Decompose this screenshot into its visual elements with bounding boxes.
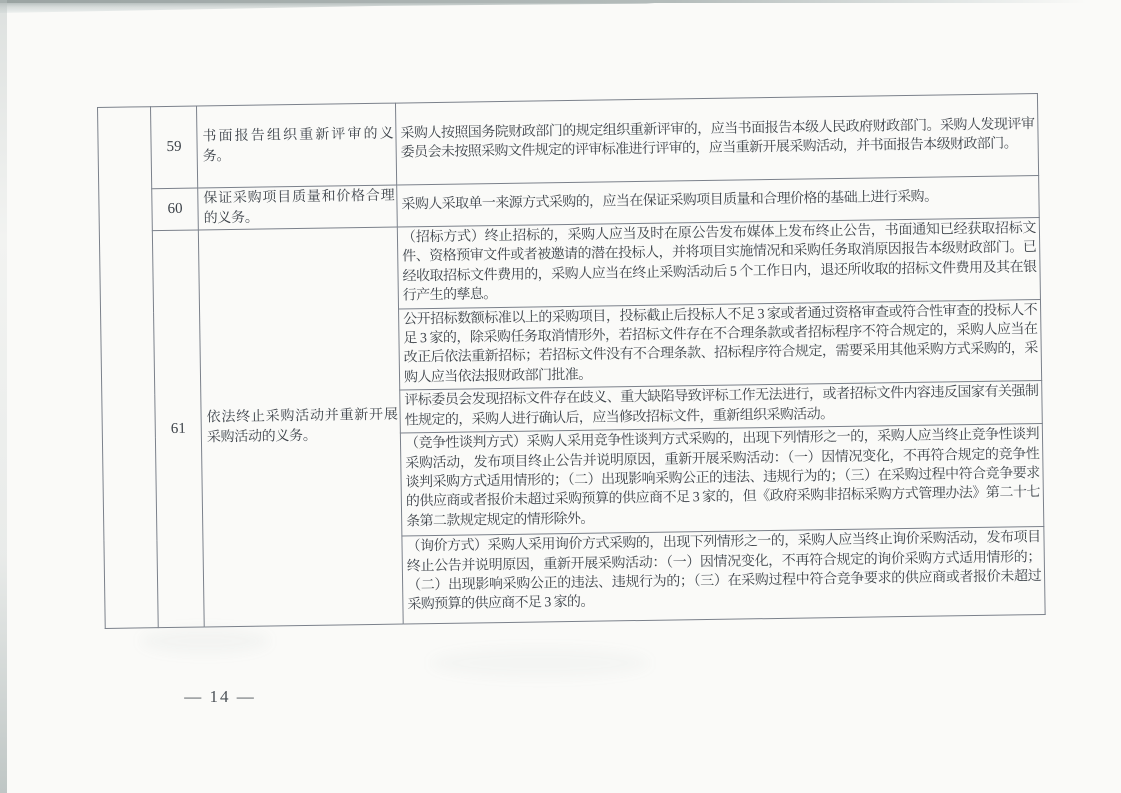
row-number: 61	[152, 230, 204, 628]
row-number: 59	[151, 106, 198, 189]
scan-edge-left	[0, 0, 7, 793]
scanned-sheet	[97, 93, 1045, 629]
provision-cell: 公开招标数额标准以上的采购项目，投标截止后投标人不足 3 家或者通过资格审查或符合性审查的投标人不足 3 家的，除采购任务取消情形外，若招标文件存在不合理条款或者招标程序不符合规定的，采购人应当在改正后依法重新招标；若招标文件没有不合理条款、招标程序符合规定，需要采用其他采购方式采购的，采购人应当依法报财政部门批准。	[399, 299, 1042, 390]
provision-cell: 评标委员会发现招标文件存在歧义、重大缺陷导致评标工作无法进行，或者招标文件内容违反国家有关强制性规定的，采购人进行确认后，应当修改招标文件，重新组织采购活动。	[400, 381, 1043, 434]
obligation-cell: 依法终止采购活动并重新开展采购活动的义务。	[198, 227, 403, 627]
obligations-table	[97, 93, 1046, 629]
provision-cell: 采购人采取单一来源方式采购的，应当在保证采购项目质量和合理价格的基础上进行采购。	[397, 176, 1040, 228]
table-row	[99, 218, 1040, 314]
provision-cell: （询价方式）采购人采用询价方式采购的，出现下列情形之一的，采购人应当终止询价采购活动，发布项目终止公告并说明原因，重新开展采购活动：（一）因情况变化，不再符合规定的询价采购方式适用情形的；（二）出现影响采购公正的违法、违规行为的；（三）在采购过程中符合竞争要求的供应商或者报价未超过采购预算的供应商不足 3 家的。	[402, 527, 1045, 625]
provision-cell: 采购人按照国务院财政部门的规定组织重新评审的，应当书面报告本级人民政府财政部门。采购人发现评审委员会未按照采购文件规定的评审标准进行评审的，应当重新开展采购活动，并书面报告本级财政部门。	[395, 94, 1038, 186]
provision-cell: （竞争性谈判方式）采购人采用竞争性谈判方式采购的，出现下列情形之一的，采购人应当终止竞争性谈判采购活动，发布项目终止公告并说明原因，重新开展采购活动：（一）因情况变化，不再符合规定的竞争性谈判采购方式适用情形的；（二）出现影响采购公正的违法、违规行为的；（三）在采购过程中符合竞争要求的供应商或者报价未超过采购预算的供应商不足 3 家的，但《政府采购非招标采购方式管理办法》第二十七条第二款规定规定的情形除外。	[400, 424, 1043, 537]
table-row	[98, 94, 1039, 190]
row-number: 60	[152, 188, 199, 231]
category-cell-empty	[98, 107, 159, 629]
scan-smudge	[140, 628, 270, 654]
scan-edge-top-line	[0, 0, 1121, 3]
page-number: — 14 —	[184, 687, 256, 706]
scan-smudge	[430, 648, 650, 678]
obligation-cell: 书面报告组织重新评审的义务。	[196, 103, 396, 188]
obligation-cell: 保证采购项目质量和价格合理的义务。	[198, 185, 398, 230]
provision-cell: （招标方式）终止招标的，采购人应当及时在原公告发布媒体上发布终止公告，书面通知已经获取招标文件、资格预审文件或者被邀请的潜在投标人，并将项目实施情况和采购任务取消原因报告本级财政部门。已经收取招标文件费用的，采购人应当在终止采购活动后 5 个工作日内，退还所收取的招标文件费用及其在银行产生的孳息。	[397, 218, 1040, 309]
